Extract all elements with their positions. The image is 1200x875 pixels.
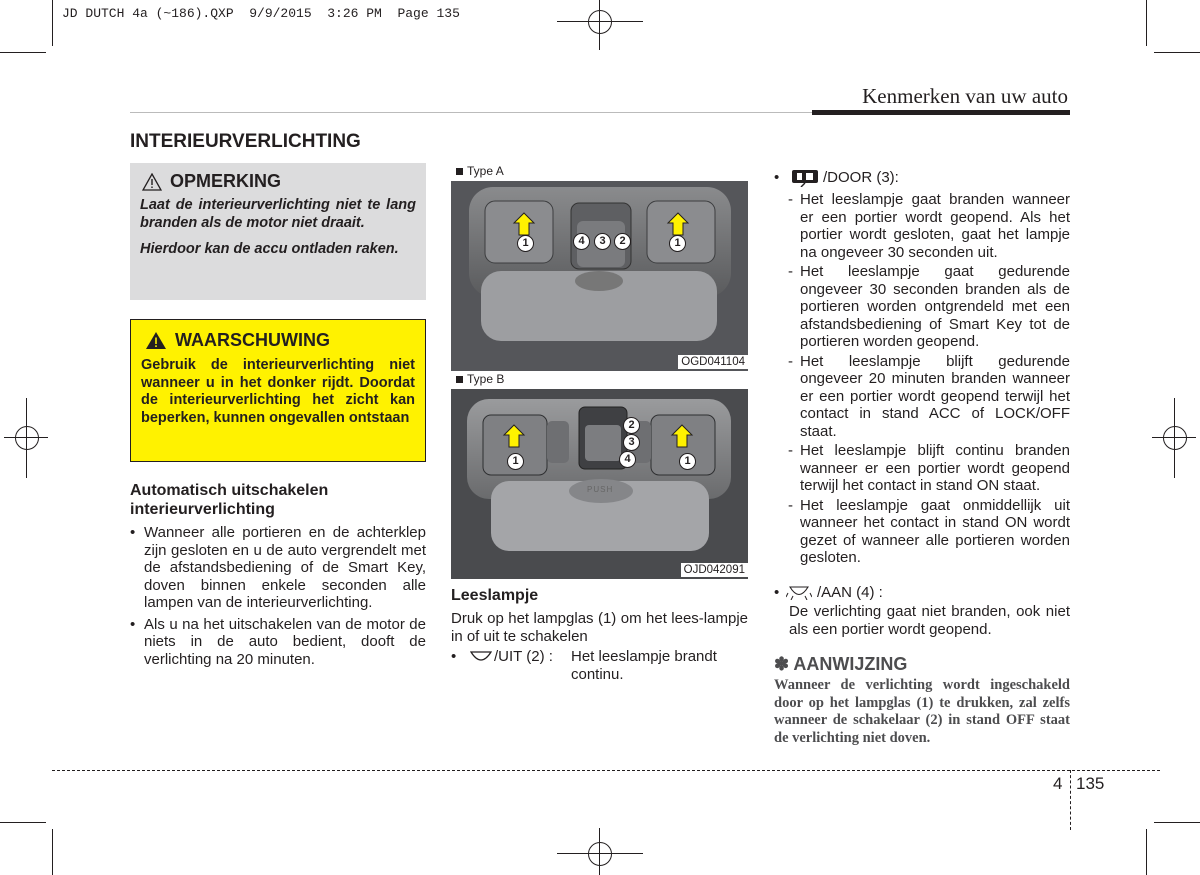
warning-heading [145,330,415,351]
callout-2: 2 [614,233,631,250]
aan-item: • /AAN (4) : De verlichting gaat niet branden, ook niet als een portier wordt geopend. [774,584,1070,638]
door-label: /DOOR (3): [823,169,899,186]
aan-text: De verlichting gaat niet branden, ook niet als een portier wordt geopend. [789,603,1070,638]
door-item-3: - Het leeslampje blijft gedurende ongeveer 20 minuten branden wanneer er een portier wordt geopend terwijl het contact in stand ACC of LOCK/OFF staat. [788,353,1070,441]
lamp-off-icon [470,650,492,668]
header-rule [812,110,1070,115]
uit-label: /UIT (2) : [494,648,553,665]
note-text: Wanneer de verlichting wordt ingeschakeld door op het lampglas (1) te drukken, zal zelfs wanneer de schakelaar (2) in stand OFF staat de verlichting niet doven. [774,677,1070,746]
door-item-5: - Het leeslampje gaat onmiddellijk uit wanneer het contact in stand ON wordt gezet of wanneer alle portieren worden gesloten. [788,497,1070,567]
callout-1: 1 [669,235,686,252]
note-title: ✽ AANWIJZING [774,654,908,674]
callout-4: 4 [619,451,636,468]
callout-2: 2 [623,417,640,434]
warning-triangle-icon [142,173,162,191]
notice-text-1: Laat de interieurverlichting niet te lang branden als de motor niet draait. [140,197,416,231]
figure-b-code: OJD042091 [681,563,748,577]
auto-off-bullet-1: • Wanneer alle portieren en de achterklep zijn gesloten en u de auto vergrendelt met de afstandsbediening of de Smart Key, doven binnen enkele seconden alle lampen van de interieurverlichting. [130,524,426,612]
leeslampje-heading: Leeslampje [451,587,539,604]
callout-1: 1 [517,235,534,252]
door-switch-icon [791,169,819,192]
door-item: • /DOOR (3): - Het leeslampje gaat branden wanneer er een portier wordt geopend. Als het portier wordt gesloten, gaat het lampje na ongeveer 30 seconden uit. - Het leeslampje gaat gedurende ongeveer 30 seconden branden als de portieren worden ontgrendeld met een afstandsbediening of Smart Key tot de portieren worden geopend. - Het leeslampje blijft gedurende ongeveer 20 minuten branden wanneer er een portier wordt geopend terwijl het contact in stand ACC of LOCK/OFF staat. - Het leeslampje blijft continu branden wanneer er een portier wordt geopend terwijl het contact in stand ON staat. - Het leeslampje gaat onmiddellijk uit wanneer het contact in stand ON wordt gezet of wanneer alle portieren worden gesloten. [774,169,1070,569]
lamp-on-icon [786,584,812,605]
warning-box [130,319,426,462]
footer-dashed-rule [52,770,1160,771]
warning-triangle-icon [145,331,167,350]
overhead-console-b-image [451,389,748,579]
figure-a-code: OGD041104 [678,355,748,369]
footer-chapter-number: 4 [1053,774,1063,793]
warning-title: WAARSCHUWING [175,330,330,350]
figure-b-label: Type B [456,372,504,386]
figure-type-b [451,389,748,579]
header-rule-thin [130,112,812,113]
callout-1: 1 [507,453,524,470]
door-item-2: - Het leeslampje gaat gedurende ongeveer 30 seconden branden als de portieren worden ontgrendeld met een afstandsbediening of Smart Key tot de portieren worden geopend. [788,263,1070,351]
overhead-console-a-image [451,181,748,371]
door-item-4: - Het leeslampje blijft continu branden wanneer er een portier wordt geopend terwijl het contact in stand ON staat. [788,442,1070,495]
door-item-1: - Het leeslampje gaat branden wanneer er een portier wordt geopend. Als het portier wordt gesloten, gaat het lampje na ongeveer 30 seconden uit. [788,191,1070,261]
notice-title: OPMERKING [170,171,282,191]
notice-heading [142,171,416,192]
footer-dashed-divider [1070,770,1071,830]
section-title: INTERIEURVERLICHTING [130,131,361,152]
square-bullet-icon [456,376,463,383]
square-bullet-icon [456,168,463,175]
chapter-title: Kenmerken van uw auto [862,84,1068,108]
auto-off-heading: Automatisch uitschakelen interieurverlichting [130,482,329,518]
figure-a-label: Type A [456,164,504,178]
figure-type-a [451,181,748,371]
print-slug: JD DUTCH 4a (~186).QXP 9/9/2015 3:26 PM Page 135 [62,6,460,21]
callout-3: 3 [623,434,640,451]
notice-box [130,163,426,300]
callout-4: 4 [573,233,590,250]
auto-off-list [130,524,426,672]
leeslampje-text: Druk op het lampglas (1) om het lees-lampje in of uit te schakelen [451,610,748,645]
push-label: PUSH [587,485,614,494]
aan-label: /AAN (4) : [817,584,883,601]
footer-page-number: 135 [1076,774,1105,793]
notice-text-2: Hierdoor kan de accu ontladen raken. [140,241,399,257]
auto-off-bullet-2: • Als u na het uitschakelen van de motor de niets in de auto bedient, dooft de verlichting na 20 minuten. [130,616,426,669]
callout-3: 3 [594,233,611,250]
uit-text: Het leeslampje brandt continu. [571,648,717,683]
callout-1: 1 [679,453,696,470]
warning-text: Gebruik de interieurverlichting niet wanneer u in het donker rijdt. Doordat de interieurverlichting het zicht kan beperken, kunnen ongevallen ontstaan [141,357,415,426]
